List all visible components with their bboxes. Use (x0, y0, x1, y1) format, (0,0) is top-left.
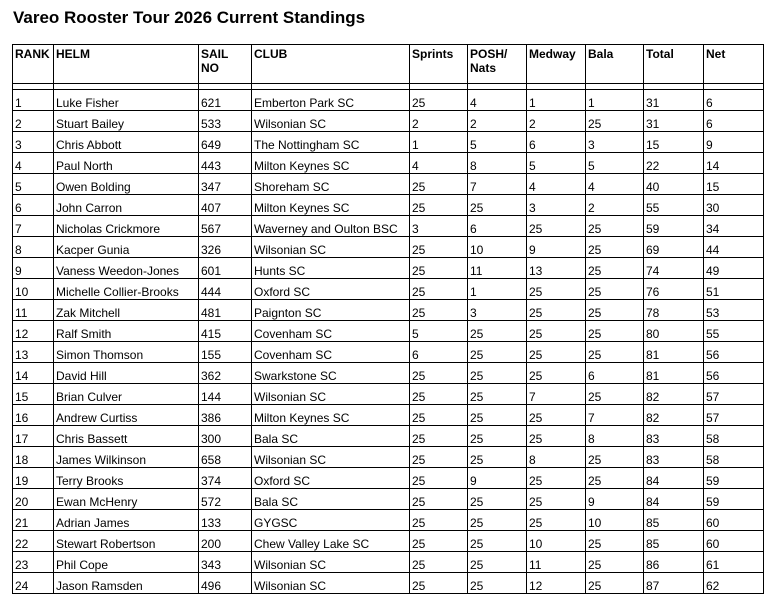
cell-net: 57 (704, 405, 764, 426)
table-row (13, 447, 764, 468)
cell-total: 40 (644, 174, 704, 195)
cell-total: 15 (644, 132, 704, 153)
table-body (13, 84, 764, 594)
cell-posh-nats: 6 (468, 216, 527, 237)
cell-medway: 5 (527, 153, 586, 174)
cell-posh-nats: 25 (468, 384, 527, 405)
cell-helm: Luke Fisher (54, 90, 199, 111)
cell-medway: 4 (527, 174, 586, 195)
cell-sprints: 25 (410, 195, 468, 216)
cell-net: 14 (704, 153, 764, 174)
cell-club: Wilsonian SC (252, 573, 410, 594)
cell-club: The Nottingham SC (252, 132, 410, 153)
cell-posh-nats: 25 (468, 552, 527, 573)
cell-net: 53 (704, 300, 764, 321)
cell-medway: 9 (527, 237, 586, 258)
cell-sail-no: 326 (199, 237, 252, 258)
cell-sprints: 25 (410, 552, 468, 573)
cell-sprints: 25 (410, 90, 468, 111)
cell-posh-nats: 25 (468, 321, 527, 342)
cell-posh-nats: 25 (468, 195, 527, 216)
cell-rank: 13 (13, 342, 54, 363)
cell-net: 56 (704, 363, 764, 384)
column-header-medway: Medway (527, 45, 586, 84)
cell-bala: 25 (586, 468, 644, 489)
cell-posh-nats: 25 (468, 510, 527, 531)
cell-posh-nats: 1 (468, 279, 527, 300)
cell-sprints: 1 (410, 132, 468, 153)
cell-bala: 25 (586, 384, 644, 405)
cell-bala: 9 (586, 489, 644, 510)
cell-sprints: 25 (410, 279, 468, 300)
cell-net: 9 (704, 132, 764, 153)
cell-club: Hunts SC (252, 258, 410, 279)
cell-posh-nats: 25 (468, 489, 527, 510)
cell-club: Milton Keynes SC (252, 153, 410, 174)
cell-sail-no: 658 (199, 447, 252, 468)
cell-helm: Ewan McHenry (54, 489, 199, 510)
cell-bala: 10 (586, 510, 644, 531)
cell-net: 60 (704, 531, 764, 552)
cell-rank: 2 (13, 111, 54, 132)
cell-sprints: 25 (410, 510, 468, 531)
column-header-rank: RANK (13, 45, 54, 84)
cell-medway: 8 (527, 447, 586, 468)
cell-bala: 25 (586, 258, 644, 279)
cell-net: 60 (704, 510, 764, 531)
table-row (13, 363, 764, 384)
cell-helm: Paul North (54, 153, 199, 174)
table-row (13, 531, 764, 552)
cell-bala: 2 (586, 195, 644, 216)
cell-sail-no: 144 (199, 384, 252, 405)
cell-rank: 19 (13, 468, 54, 489)
cell-bala: 5 (586, 153, 644, 174)
cell-bala: 4 (586, 174, 644, 195)
cell-net: 61 (704, 552, 764, 573)
cell-club: Paignton SC (252, 300, 410, 321)
cell-sail-no: 567 (199, 216, 252, 237)
table-row (13, 510, 764, 531)
cell-sprints: 25 (410, 447, 468, 468)
cell-sail-no: 347 (199, 174, 252, 195)
cell-posh-nats: 10 (468, 237, 527, 258)
cell-sail-no: 481 (199, 300, 252, 321)
cell-posh-nats: 25 (468, 531, 527, 552)
cell-club: Covenham SC (252, 321, 410, 342)
cell-posh-nats: 25 (468, 405, 527, 426)
cell-sprints: 4 (410, 153, 468, 174)
column-header-sail-no: SAIL NO (199, 45, 252, 84)
cell-medway: 25 (527, 363, 586, 384)
column-header-bala: Bala (586, 45, 644, 84)
cell-helm: Andrew Curtiss (54, 405, 199, 426)
table-row (13, 573, 764, 594)
cell-sail-no: 155 (199, 342, 252, 363)
cell-total: 59 (644, 216, 704, 237)
table-row (13, 258, 764, 279)
table-row (13, 489, 764, 510)
column-header-total: Total (644, 45, 704, 84)
cell-sail-no: 374 (199, 468, 252, 489)
cell-medway: 7 (527, 384, 586, 405)
cell-total: 81 (644, 363, 704, 384)
cell-rank: 8 (13, 237, 54, 258)
cell-bala: 25 (586, 111, 644, 132)
cell-bala: 25 (586, 279, 644, 300)
column-header-net: Net (704, 45, 764, 84)
cell-rank: 12 (13, 321, 54, 342)
cell-medway: 6 (527, 132, 586, 153)
cell-sail-no: 601 (199, 258, 252, 279)
column-header-club: CLUB (252, 45, 410, 84)
cell-club: Oxford SC (252, 468, 410, 489)
cell-helm: Adrian James (54, 510, 199, 531)
table-row (13, 174, 764, 195)
cell-club: Oxford SC (252, 279, 410, 300)
cell-club: Wilsonian SC (252, 237, 410, 258)
cell-club: Bala SC (252, 426, 410, 447)
cell-medway: 1 (527, 90, 586, 111)
table-row (13, 90, 764, 111)
cell-posh-nats: 3 (468, 300, 527, 321)
cell-bala: 25 (586, 321, 644, 342)
cell-sprints: 5 (410, 321, 468, 342)
cell-bala: 1 (586, 90, 644, 111)
page-title: Vareo Rooster Tour 2026 Current Standings (13, 8, 366, 27)
cell-posh-nats: 4 (468, 90, 527, 111)
standings-table (12, 44, 764, 594)
table-row (13, 300, 764, 321)
cell-net: 59 (704, 468, 764, 489)
cell-net: 15 (704, 174, 764, 195)
cell-sprints: 25 (410, 531, 468, 552)
cell-helm: Jason Ramsden (54, 573, 199, 594)
table-row (13, 132, 764, 153)
cell-medway: 25 (527, 321, 586, 342)
cell-club: Chew Valley Lake SC (252, 531, 410, 552)
cell-total: 31 (644, 90, 704, 111)
cell-helm: James Wilkinson (54, 447, 199, 468)
table-row (13, 468, 764, 489)
table-row (13, 426, 764, 447)
cell-net: 58 (704, 447, 764, 468)
cell-club: Emberton Park SC (252, 90, 410, 111)
cell-rank: 17 (13, 426, 54, 447)
cell-total: 87 (644, 573, 704, 594)
column-header-helm: HELM (54, 45, 199, 84)
cell-medway: 25 (527, 279, 586, 300)
cell-helm: Kacper Gunia (54, 237, 199, 258)
cell-sail-no: 649 (199, 132, 252, 153)
column-header-sprints: Sprints (410, 45, 468, 84)
cell-medway: 12 (527, 573, 586, 594)
cell-total: 78 (644, 300, 704, 321)
cell-posh-nats: 25 (468, 573, 527, 594)
cell-total: 74 (644, 258, 704, 279)
table-row (13, 195, 764, 216)
cell-sail-no: 362 (199, 363, 252, 384)
cell-club: Wilsonian SC (252, 552, 410, 573)
cell-total: 31 (644, 111, 704, 132)
cell-club: Milton Keynes SC (252, 195, 410, 216)
cell-bala: 25 (586, 342, 644, 363)
cell-bala: 6 (586, 363, 644, 384)
cell-helm: Owen Bolding (54, 174, 199, 195)
cell-rank: 4 (13, 153, 54, 174)
cell-helm: John Carron (54, 195, 199, 216)
cell-total: 83 (644, 426, 704, 447)
cell-rank: 5 (13, 174, 54, 195)
cell-bala: 25 (586, 531, 644, 552)
table-row (13, 237, 764, 258)
cell-medway: 2 (527, 111, 586, 132)
cell-helm: Simon Thomson (54, 342, 199, 363)
cell-net: 62 (704, 573, 764, 594)
cell-medway: 25 (527, 510, 586, 531)
cell-total: 86 (644, 552, 704, 573)
cell-sprints: 25 (410, 300, 468, 321)
cell-sail-no: 415 (199, 321, 252, 342)
cell-rank: 6 (13, 195, 54, 216)
cell-rank: 10 (13, 279, 54, 300)
cell-medway: 25 (527, 342, 586, 363)
cell-sail-no: 343 (199, 552, 252, 573)
cell-total: 22 (644, 153, 704, 174)
cell-medway: 11 (527, 552, 586, 573)
cell-sail-no: 300 (199, 426, 252, 447)
cell-medway: 25 (527, 468, 586, 489)
cell-medway: 13 (527, 258, 586, 279)
cell-posh-nats: 8 (468, 153, 527, 174)
cell-club: Waverney and Oulton BSC (252, 216, 410, 237)
cell-total: 69 (644, 237, 704, 258)
cell-posh-nats: 25 (468, 447, 527, 468)
cell-total: 84 (644, 468, 704, 489)
cell-rank: 21 (13, 510, 54, 531)
cell-sail-no: 621 (199, 90, 252, 111)
cell-medway: 25 (527, 426, 586, 447)
cell-posh-nats: 2 (468, 111, 527, 132)
cell-net: 51 (704, 279, 764, 300)
cell-sail-no: 533 (199, 111, 252, 132)
cell-helm: Vaness Weedon-Jones (54, 258, 199, 279)
cell-sail-no: 407 (199, 195, 252, 216)
cell-bala: 3 (586, 132, 644, 153)
cell-rank: 9 (13, 258, 54, 279)
cell-posh-nats: 25 (468, 342, 527, 363)
cell-medway: 25 (527, 216, 586, 237)
cell-medway: 25 (527, 405, 586, 426)
cell-club: Wilsonian SC (252, 111, 410, 132)
cell-sprints: 25 (410, 174, 468, 195)
cell-rank: 23 (13, 552, 54, 573)
cell-net: 6 (704, 111, 764, 132)
cell-helm: Nicholas Crickmore (54, 216, 199, 237)
cell-helm: Stuart Bailey (54, 111, 199, 132)
cell-net: 6 (704, 90, 764, 111)
cell-sail-no: 200 (199, 531, 252, 552)
cell-rank: 7 (13, 216, 54, 237)
cell-sprints: 2 (410, 111, 468, 132)
cell-total: 83 (644, 447, 704, 468)
cell-net: 58 (704, 426, 764, 447)
cell-club: GYGSC (252, 510, 410, 531)
table-row (13, 111, 764, 132)
cell-rank: 22 (13, 531, 54, 552)
cell-sprints: 25 (410, 258, 468, 279)
cell-club: Swarkstone SC (252, 363, 410, 384)
cell-club: Covenham SC (252, 342, 410, 363)
cell-total: 76 (644, 279, 704, 300)
cell-rank: 16 (13, 405, 54, 426)
cell-total: 82 (644, 405, 704, 426)
cell-bala: 25 (586, 237, 644, 258)
cell-bala: 25 (586, 216, 644, 237)
cell-sail-no: 496 (199, 573, 252, 594)
cell-rank: 18 (13, 447, 54, 468)
cell-net: 55 (704, 321, 764, 342)
cell-posh-nats: 9 (468, 468, 527, 489)
cell-helm: Stewart Robertson (54, 531, 199, 552)
cell-net: 44 (704, 237, 764, 258)
cell-rank: 20 (13, 489, 54, 510)
table-row (13, 552, 764, 573)
table-row (13, 153, 764, 174)
cell-total: 85 (644, 531, 704, 552)
cell-total: 55 (644, 195, 704, 216)
cell-bala: 25 (586, 300, 644, 321)
cell-rank: 1 (13, 90, 54, 111)
cell-net: 57 (704, 384, 764, 405)
cell-helm: Terry Brooks (54, 468, 199, 489)
cell-rank: 11 (13, 300, 54, 321)
cell-club: Wilsonian SC (252, 384, 410, 405)
cell-sail-no: 443 (199, 153, 252, 174)
table-row (13, 216, 764, 237)
cell-helm: Chris Abbott (54, 132, 199, 153)
cell-total: 84 (644, 489, 704, 510)
column-header-posh-nats: POSH/ Nats (468, 45, 527, 84)
header-row (13, 45, 764, 84)
cell-sail-no: 444 (199, 279, 252, 300)
cell-sprints: 25 (410, 363, 468, 384)
cell-posh-nats: 5 (468, 132, 527, 153)
cell-net: 49 (704, 258, 764, 279)
cell-medway: 25 (527, 489, 586, 510)
cell-rank: 3 (13, 132, 54, 153)
cell-club: Shoreham SC (252, 174, 410, 195)
cell-sprints: 25 (410, 573, 468, 594)
cell-helm: Phil Cope (54, 552, 199, 573)
cell-bala: 25 (586, 447, 644, 468)
cell-helm: Michelle Collier-Brooks (54, 279, 199, 300)
cell-club: Wilsonian SC (252, 447, 410, 468)
table-row (13, 405, 764, 426)
cell-total: 80 (644, 321, 704, 342)
cell-sprints: 6 (410, 342, 468, 363)
cell-net: 59 (704, 489, 764, 510)
cell-club: Milton Keynes SC (252, 405, 410, 426)
cell-helm: Zak Mitchell (54, 300, 199, 321)
cell-net: 30 (704, 195, 764, 216)
cell-sail-no: 572 (199, 489, 252, 510)
cell-sprints: 25 (410, 489, 468, 510)
cell-rank: 14 (13, 363, 54, 384)
cell-helm: David Hill (54, 363, 199, 384)
cell-bala: 7 (586, 405, 644, 426)
cell-bala: 8 (586, 426, 644, 447)
cell-club: Bala SC (252, 489, 410, 510)
cell-medway: 10 (527, 531, 586, 552)
cell-bala: 25 (586, 573, 644, 594)
cell-helm: Brian Culver (54, 384, 199, 405)
cell-total: 85 (644, 510, 704, 531)
cell-helm: Chris Bassett (54, 426, 199, 447)
table-row (13, 321, 764, 342)
cell-sprints: 3 (410, 216, 468, 237)
cell-rank: 15 (13, 384, 54, 405)
cell-posh-nats: 25 (468, 363, 527, 384)
cell-net: 56 (704, 342, 764, 363)
cell-helm: Ralf Smith (54, 321, 199, 342)
cell-sail-no: 133 (199, 510, 252, 531)
cell-sprints: 25 (410, 237, 468, 258)
cell-sprints: 25 (410, 384, 468, 405)
cell-net: 34 (704, 216, 764, 237)
cell-posh-nats: 7 (468, 174, 527, 195)
cell-sprints: 25 (410, 426, 468, 447)
cell-posh-nats: 11 (468, 258, 527, 279)
cell-total: 82 (644, 384, 704, 405)
cell-sail-no: 386 (199, 405, 252, 426)
cell-bala: 25 (586, 552, 644, 573)
cell-medway: 25 (527, 300, 586, 321)
cell-total: 81 (644, 342, 704, 363)
cell-rank: 24 (13, 573, 54, 594)
cell-sprints: 25 (410, 468, 468, 489)
cell-sprints: 25 (410, 405, 468, 426)
table-row (13, 384, 764, 405)
table-row (13, 279, 764, 300)
table-row (13, 342, 764, 363)
cell-posh-nats: 25 (468, 426, 527, 447)
cell-medway: 3 (527, 195, 586, 216)
